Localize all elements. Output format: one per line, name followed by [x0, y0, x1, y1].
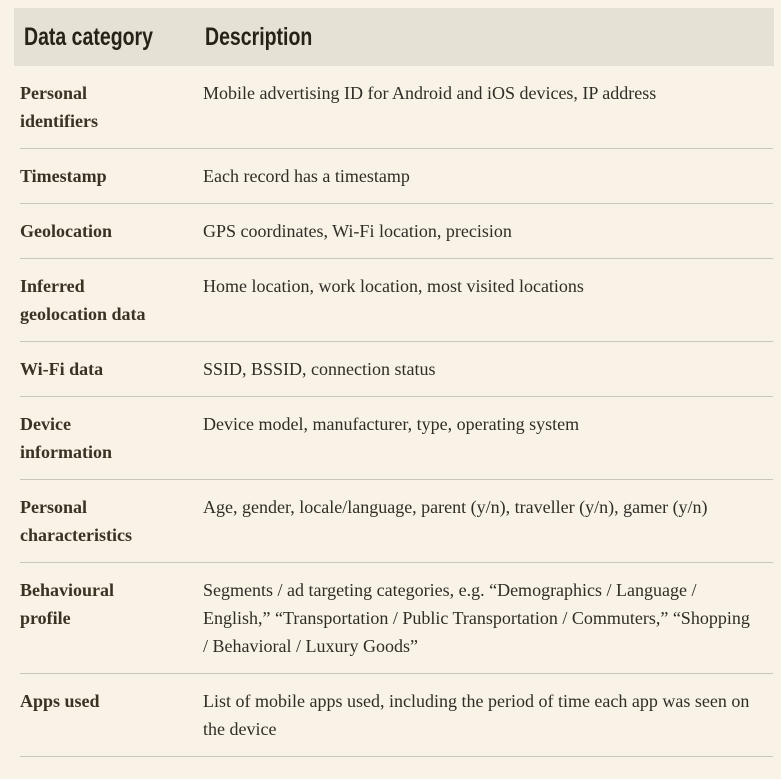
description-cell: Device model, manufacturer, type, operating system [203, 414, 580, 434]
category-cell: Wi-Fi data [20, 359, 104, 379]
category-cell: Device information [20, 414, 112, 462]
description-cell: Segments / ad targeting categories, e.g. “Demographics / Language / English,” “Transportation / Public Transportation / Commuters,” “Shopping / Behavioral / Luxury Goods” [203, 580, 750, 656]
table-row [20, 674, 773, 757]
table-header [14, 8, 774, 66]
description-cell: SSID, BSSID, connection status [203, 359, 436, 379]
description-cell: Home location, work location, most visited locations [203, 276, 584, 296]
table-row [20, 259, 773, 342]
category-cell: Timestamp [20, 166, 107, 186]
category-cell: Behavioural profile [20, 580, 115, 628]
category-cell: Personal characteristics [20, 497, 132, 545]
table-row [20, 204, 773, 259]
category-cell: Personal identifiers [20, 83, 98, 131]
description-cell: Each record has a timestamp [203, 166, 410, 186]
column-header-data-category: Data category [24, 23, 153, 51]
table-row [20, 66, 773, 149]
category-cell: Apps used [20, 691, 100, 711]
category-cell: Geolocation [20, 221, 112, 241]
table-body [20, 66, 773, 757]
table-row [20, 480, 773, 563]
column-header-description: Description [205, 23, 313, 51]
category-cell: Inferred geolocation data [20, 276, 146, 324]
table-row [20, 342, 773, 397]
description-cell: GPS coordinates, Wi-Fi location, precision [203, 221, 512, 241]
table-row [20, 149, 773, 204]
table-row [20, 397, 773, 480]
description-cell: Age, gender, locale/language, parent (y/n), traveller (y/n), gamer (y/n) [203, 497, 708, 517]
description-cell: List of mobile apps used, including the period of time each app was seen on the device [203, 691, 750, 739]
table-row [20, 563, 773, 674]
description-cell: Mobile advertising ID for Android and iOS devices, IP address [203, 83, 657, 103]
